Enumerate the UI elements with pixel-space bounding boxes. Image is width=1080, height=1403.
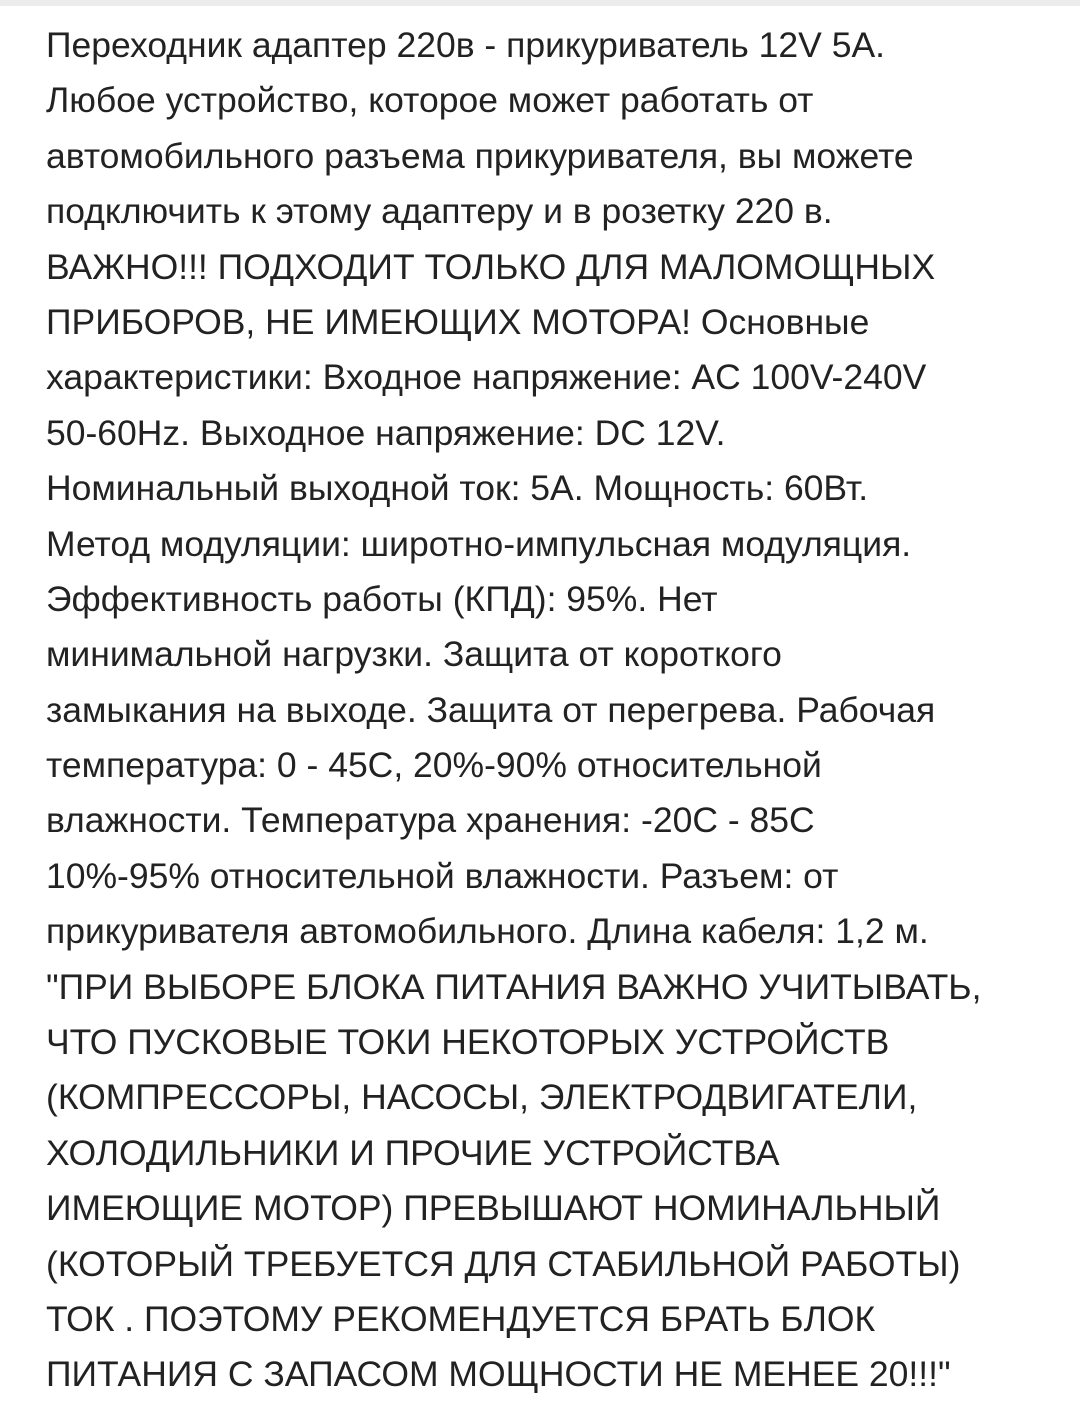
description-line: Любое устройство, которое может работать от (46, 80, 814, 121)
description-line: 10%-95% относительной влажности. Разъем: от (46, 855, 839, 896)
description-line: характеристики: Входное напряжение: AC 100V-240V (46, 357, 927, 398)
description-line: прикуривателя автомобильного. Длина кабеля: 1,2 м. (46, 911, 929, 952)
description-line: 50-60Hz. Выходное напряжение: DC 12V. (46, 412, 726, 453)
description-line: ПРИБОРОВ, НЕ ИМЕЮЩИХ МОТОРА! Основные (46, 301, 870, 342)
description-line: Переходник адаптер 220в - прикуриватель 12V 5A. (46, 25, 885, 65)
description-line: минимальной нагрузки. Защита от короткого (46, 634, 782, 675)
description-line: "ПРИ ВЫБОРЕ БЛОКА ПИТАНИЯ ВАЖНО УЧИТЫВАТЬ, (46, 966, 982, 1007)
description-line: ВАЖНО!!! ПОДХОДИТ ТОЛЬКО ДЛЯ МАЛОМОЩНЫХ (46, 246, 936, 287)
product-description (46, 0, 1056, 1403)
description-line: ХОЛОДИЛЬНИКИ И ПРОЧИЕ УСТРОЙСТВА (46, 1132, 780, 1173)
description-line: ИМЕЮЩИЕ МОТОР) ПРЕВЫШАЮТ НОМИНАЛЬНЫЙ (46, 1188, 941, 1229)
description-line: ЧТО ПУСКОВЫЕ ТОКИ НЕКОТОРЫХ УСТРОЙСТВ (46, 1022, 890, 1063)
description-line: Номинальный выходной ток: 5A. Мощность: 60Вт. (46, 468, 869, 509)
description-line: подключить к этому адаптеру и в розетку 220 в. (46, 191, 833, 232)
description-line: ТОК . ПОЭТОМУ РЕКОМЕНДУЕТСЯ БРАТЬ БЛОК (46, 1298, 876, 1339)
description-line: влажности. Температура хранения: -20C - 85C (46, 800, 815, 841)
description-line: автомобильного разъема прикуривателя, вы можете (46, 135, 914, 176)
description-line: температура: 0 - 45C, 20%-90% относительной (46, 745, 822, 786)
description-line: ПИТАНИЯ С ЗАПАСОМ МОЩНОСТИ НЕ МЕНЕЕ 20!!!" (46, 1354, 951, 1395)
description-line: замыкания на выходе. Защита от перегрева. Рабочая (46, 689, 936, 730)
description-line: (КОМПРЕССОРЫ, НАСОСЫ, ЭЛЕКТРОДВИГАТЕЛИ, (46, 1077, 918, 1118)
description-line: Эффективность работы (КПД): 95%. Нет (46, 578, 718, 619)
description-line: (КОТОРЫЙ ТРЕБУЕТСЯ ДЛЯ СТАБИЛЬНОЙ РАБОТЫ) (46, 1243, 961, 1284)
description-line: Метод модуляции: широтно-импульсная модуляция. (46, 523, 912, 564)
